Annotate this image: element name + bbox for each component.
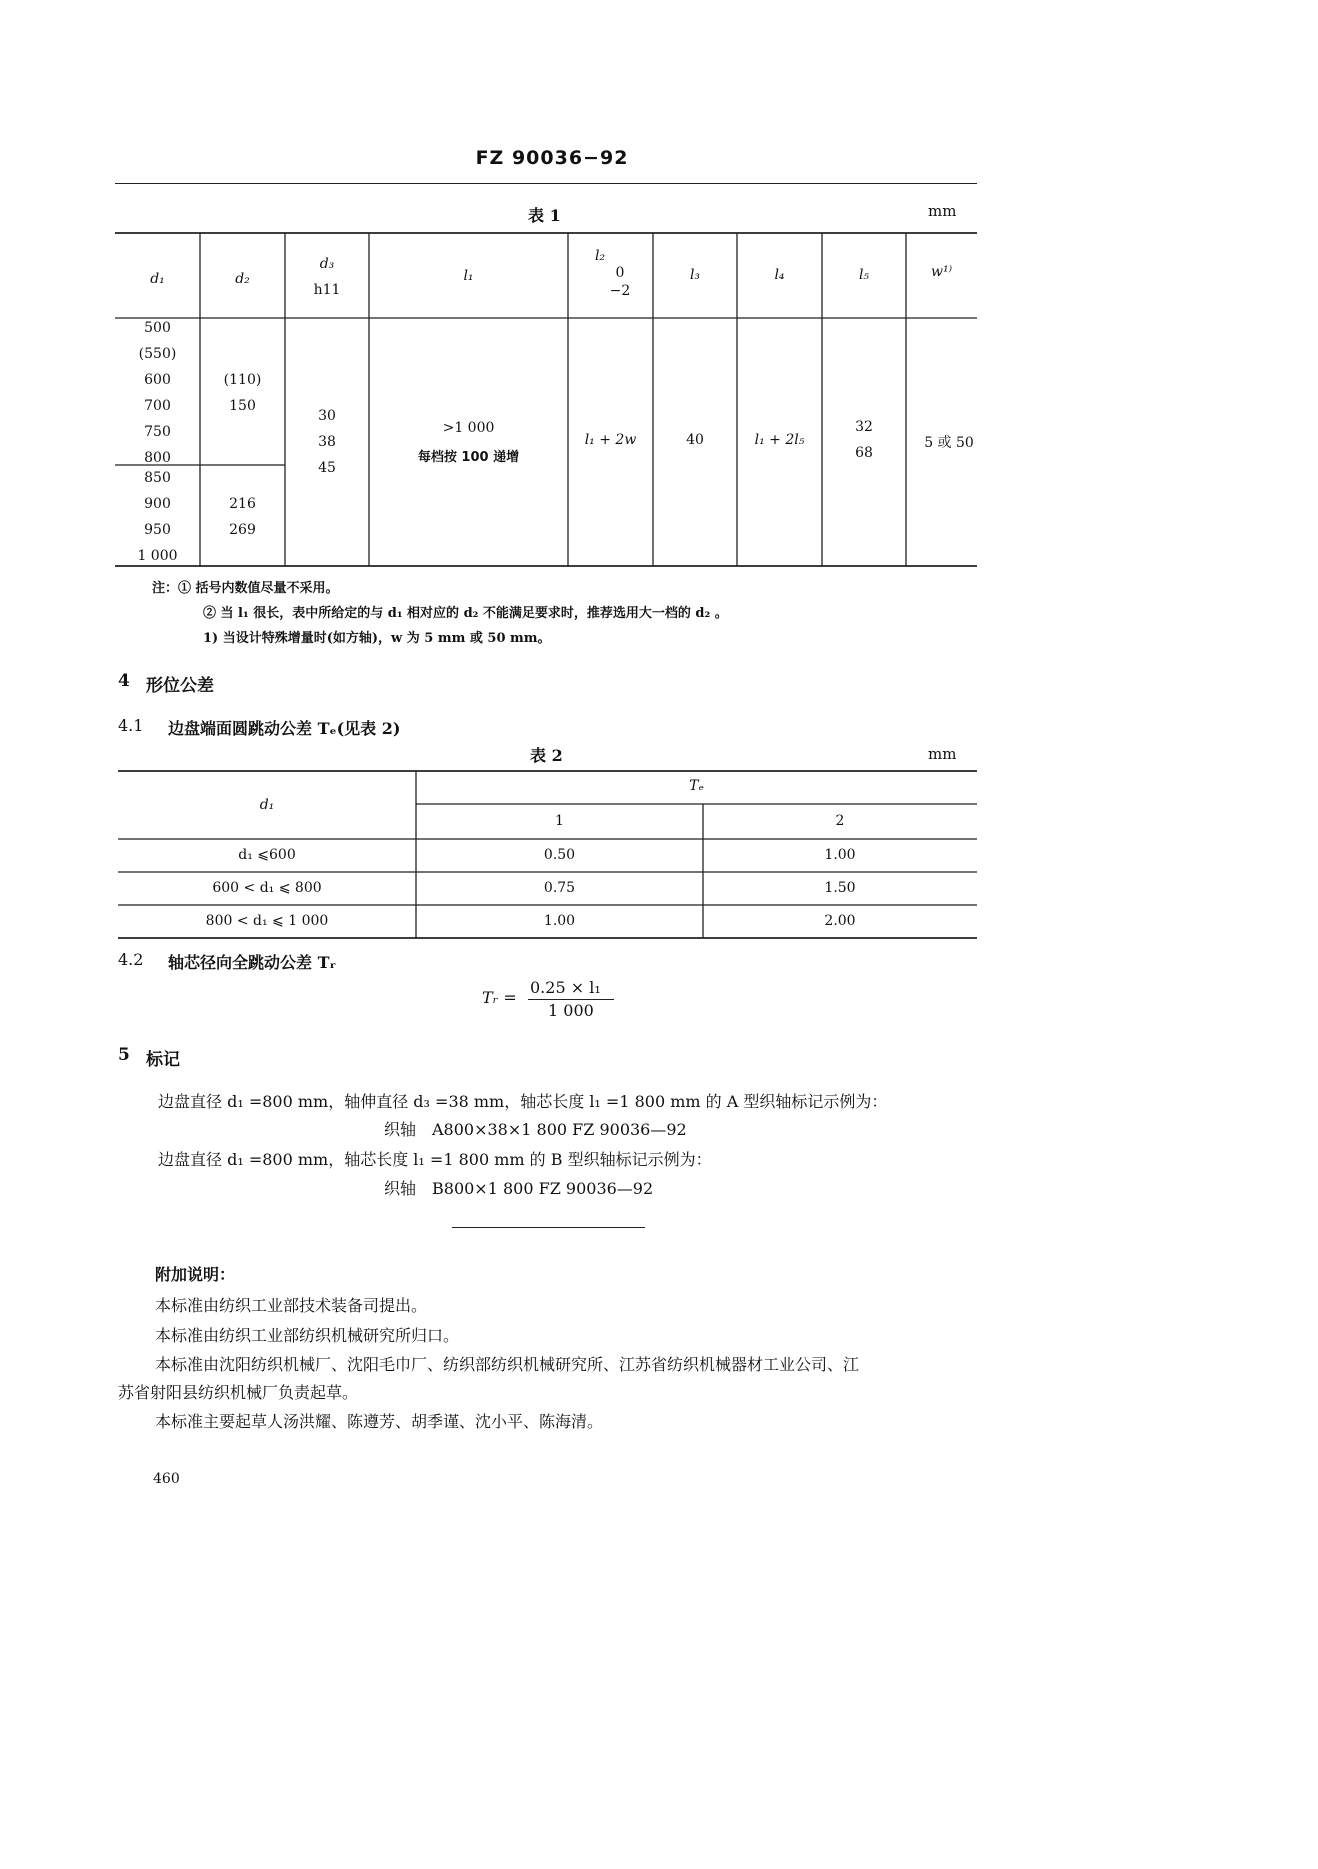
t2-row-grade1: 0.50 xyxy=(543,847,576,863)
formula-numerator: 0.25 × l₁ xyxy=(530,978,601,997)
t1-header-l2-lower: −2 xyxy=(609,283,631,299)
t1-d3-value: 45 xyxy=(318,460,336,476)
table1-caption: 表 1 xyxy=(528,206,561,225)
t1-d2-value: 269 xyxy=(229,522,256,538)
marking-a-description: 边盘直径 d₁ =800 mm，轴伸直径 d₃ =38 mm，轴芯长度 l₁ =1 800 mm 的 A 型织轴标记示例为： xyxy=(158,1092,888,1111)
end-of-text-rule xyxy=(452,1227,645,1228)
t2-header-grade-1: 1 xyxy=(555,813,564,829)
section-5-number: 5 xyxy=(118,1045,130,1065)
t2-row-range: 800 < d₁ ⩽ 1 000 xyxy=(205,913,329,929)
t1-d2-value: (110) xyxy=(223,372,262,388)
formula-lhs: Tᵣ = xyxy=(482,988,517,1007)
t1-l5-value: 68 xyxy=(855,445,873,461)
t1-header-d1: d₁ xyxy=(150,271,165,287)
t1-d1-value: (550) xyxy=(138,346,177,362)
table1-unit: mm xyxy=(928,202,957,220)
t1-l3-value: 40 xyxy=(686,432,704,448)
section-4-1-title: 边盘端面圆跳动公差 Tₑ(见表 2) xyxy=(168,719,401,738)
t2-header-te: Tₑ xyxy=(689,778,704,794)
t1-header-l2: l₂ xyxy=(594,248,606,264)
t2-row-grade2: 2.00 xyxy=(824,913,856,929)
t1-d2-value: 150 xyxy=(229,398,256,414)
t1-l4-value: l₁ + 2l₅ xyxy=(754,432,805,448)
t1-header-l2-upper: 0 xyxy=(615,265,625,281)
t1-header-d3-tolerance: h11 xyxy=(313,282,341,298)
t1-header-d3: d₃ xyxy=(319,256,335,272)
t2-header-grade-2: 2 xyxy=(835,813,845,829)
t2-row-grade2: 1.00 xyxy=(824,847,856,863)
additional-title: 附加说明： xyxy=(155,1265,236,1284)
table1-note-footnote: 1) 当设计特殊增量时(如方轴)，w 为 5 mm 或 50 mm。 xyxy=(203,631,551,646)
section-4-1-number: 4.1 xyxy=(118,716,144,735)
t1-d1-value: 900 xyxy=(144,496,171,512)
formula-denominator: 1 000 xyxy=(548,1001,594,1020)
t1-w-value: 5 或 50 xyxy=(924,435,974,451)
table2-caption: 表 2 xyxy=(530,746,563,765)
t1-header-l1: l₁ xyxy=(463,268,474,284)
t1-header-l3: l₃ xyxy=(689,267,701,283)
t1-d1-value: 1 000 xyxy=(137,548,178,564)
t1-header-l5: l₅ xyxy=(858,267,870,283)
t1-d1-value: 700 xyxy=(144,398,171,414)
additional-line: 本标准主要起草人汤洪耀、陈遵芳、胡季谨、沈小平、陈海清。 xyxy=(155,1412,604,1431)
t1-header-w: w¹⁾ xyxy=(930,264,953,280)
t1-l5-value: 32 xyxy=(855,419,873,435)
section-5-title: 标记 xyxy=(146,1050,180,1070)
t2-row-range: 600 < d₁ ⩽ 800 xyxy=(212,880,322,896)
table2-unit: mm xyxy=(928,745,957,763)
t1-header-d2: d₂ xyxy=(235,271,250,287)
t2-row-range: d₁ ⩽600 xyxy=(238,847,296,863)
t1-header-l4: l₄ xyxy=(774,267,785,283)
additional-line: 本标准由沈阳纺织机械厂、沈阳毛巾厂、纺织部纺织机械研究所、江苏省纺织机械器材工业公司、江 xyxy=(155,1355,860,1374)
t1-l1-step: 每档按 100 递增 xyxy=(417,450,520,465)
section-4-2-title: 轴芯径向全跳动公差 Tᵣ xyxy=(168,953,337,972)
t1-l1-range: >1 000 xyxy=(442,420,495,436)
additional-line: 苏省射阳县纺织机械厂负责起草。 xyxy=(118,1383,359,1402)
t1-d1-value: 500 xyxy=(144,320,171,336)
section-4-title: 形位公差 xyxy=(146,676,214,696)
t1-d3-value: 38 xyxy=(318,434,336,450)
additional-line: 本标准由纺织工业部技术装备司提出。 xyxy=(155,1296,428,1315)
additional-line: 本标准由纺织工业部纺织机械研究所归口。 xyxy=(155,1326,460,1345)
t2-row-grade2: 1.50 xyxy=(824,880,856,896)
formula-fraction-bar xyxy=(528,999,614,1000)
page-number: 460 xyxy=(153,1471,180,1487)
t1-d1-value: 950 xyxy=(144,522,171,538)
t2-row-grade1: 1.00 xyxy=(543,913,576,929)
t2-row-grade1: 0.75 xyxy=(543,880,576,896)
marking-b-description: 边盘直径 d₁ =800 mm，轴芯长度 l₁ =1 800 mm 的 B 型织轴标记示例为： xyxy=(158,1150,712,1169)
marking-a-example: 织轴 A800×38×1 800 FZ 90036—92 xyxy=(384,1120,687,1139)
t1-d1-value: 850 xyxy=(144,470,171,486)
t1-d1-value: 800 xyxy=(144,450,171,466)
t1-d1-value: 600 xyxy=(144,372,171,388)
section-4-2-number: 4.2 xyxy=(118,950,144,969)
table1-note-2: ② 当 l₁ 很长，表中所给定的与 d₁ 相对应的 d₂ 不能满足要求时，推荐选用大一档的 d₂ 。 xyxy=(203,606,728,621)
table1-note-1: 注：① 括号内数值尽量不采用。 xyxy=(152,581,339,596)
t1-l2-value: l₁ + 2w xyxy=(584,432,637,448)
t2-header-d1: d₁ xyxy=(259,797,275,813)
t1-d2-value: 216 xyxy=(229,496,256,512)
t1-d1-value: 750 xyxy=(144,424,171,440)
t1-d3-value: 30 xyxy=(318,408,336,424)
marking-b-example: 织轴 B800×1 800 FZ 90036—92 xyxy=(384,1179,654,1198)
section-4-number: 4 xyxy=(118,671,130,691)
document-header: FZ 90036−92 xyxy=(475,147,629,169)
